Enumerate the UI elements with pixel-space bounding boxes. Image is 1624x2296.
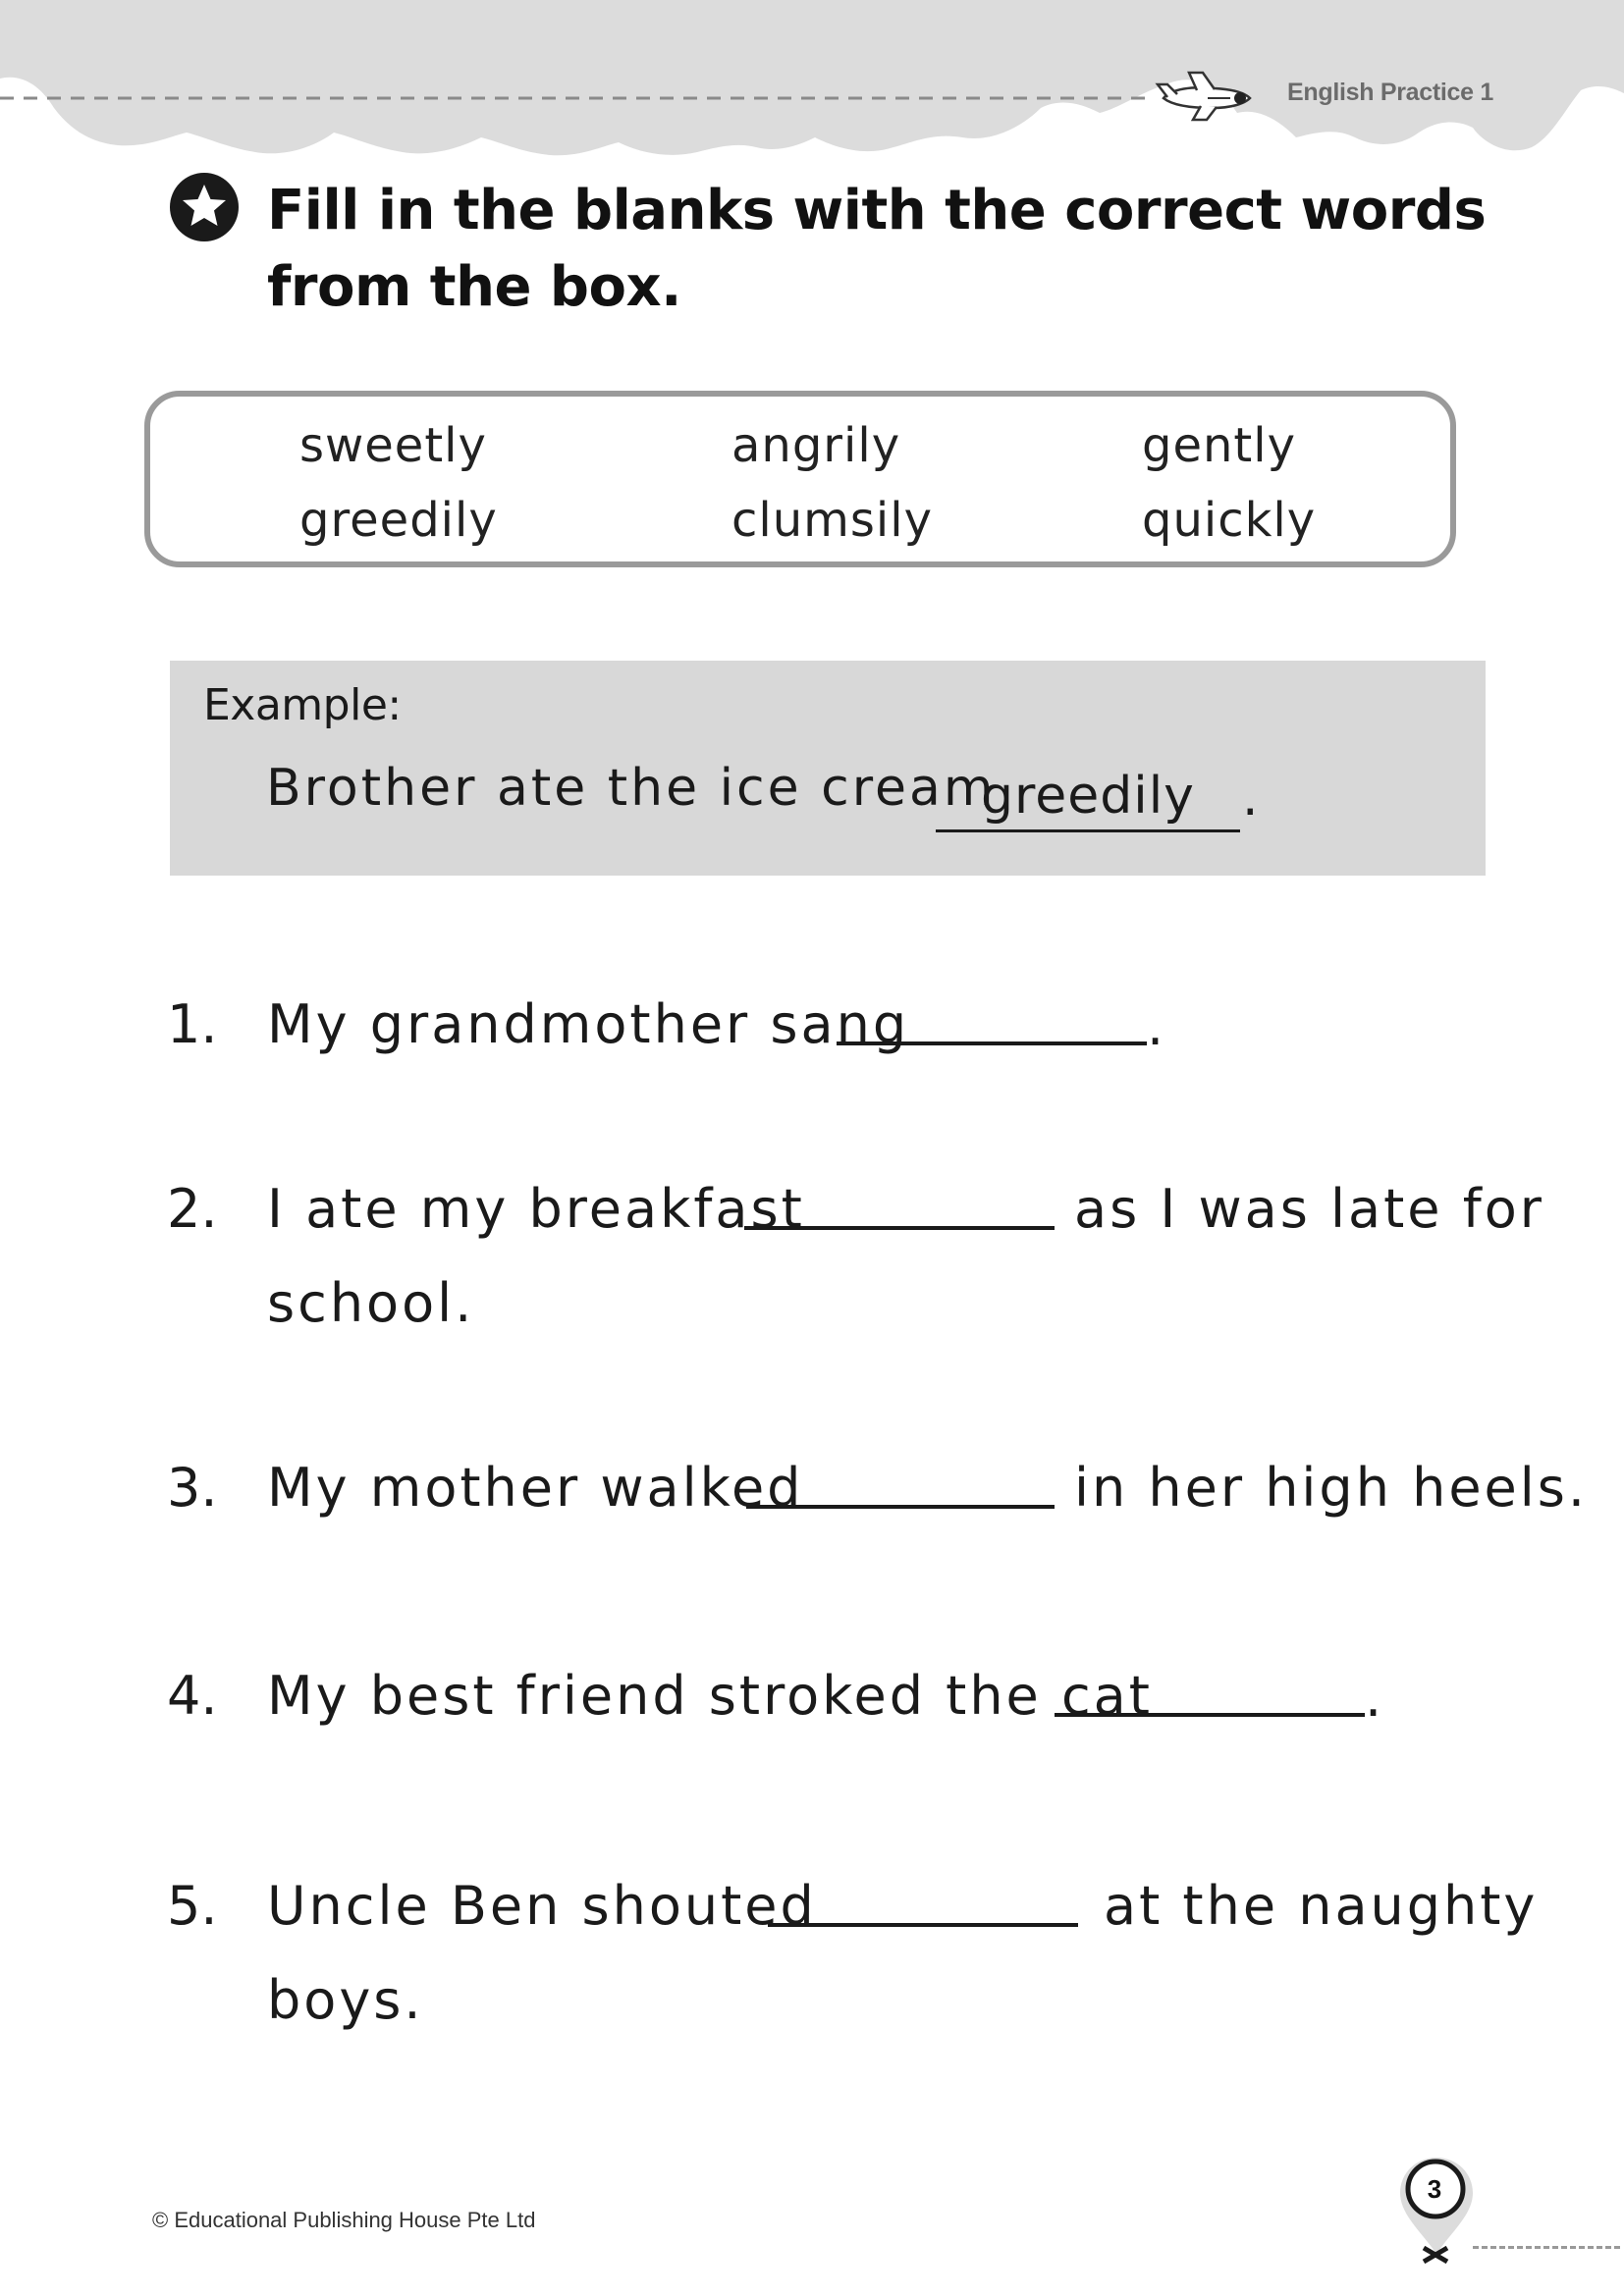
question-ending: . <box>1365 1667 1382 1729</box>
instruction-text: Fill in the blanks with the correct words from the box. <box>267 179 1487 319</box>
word-box <box>144 391 1456 567</box>
footer-dashed-line <box>1473 2246 1620 2249</box>
question-text-after: in her high heels. <box>1074 1457 1589 1519</box>
question-text: I ate my breakfast <box>267 1178 805 1240</box>
answer-blank[interactable] <box>746 1505 1055 1509</box>
word-option: angrily <box>731 418 901 473</box>
question-text: Uncle Ben shouted <box>267 1875 817 1937</box>
answer-blank[interactable] <box>837 1041 1147 1045</box>
question-number: 3. <box>167 1457 218 1519</box>
question-text-after: as I was late for <box>1074 1178 1544 1240</box>
answer-blank[interactable] <box>768 1923 1078 1927</box>
question-ending: . <box>1147 995 1164 1057</box>
example-answer-line <box>936 829 1240 832</box>
question-number: 1. <box>167 993 218 1055</box>
word-option: gently <box>1142 418 1296 473</box>
header-title: English Practice 1 <box>1287 79 1493 106</box>
map-pin-icon <box>1392 2152 1481 2265</box>
question-text: My grandmother sang <box>267 993 910 1055</box>
copyright-notice: © Educational Publishing House Pte Ltd <box>152 2208 536 2232</box>
example-answer: greedily <box>981 767 1195 826</box>
airplane-icon <box>1154 65 1262 124</box>
question-number: 2. <box>167 1178 218 1240</box>
word-option: quickly <box>1142 493 1317 548</box>
question-text-after: at the naughty <box>1104 1875 1539 1937</box>
example-period: . <box>1242 769 1259 828</box>
question-text: My best friend stroked the cat <box>267 1665 1153 1727</box>
example-box <box>170 661 1486 876</box>
star-icon <box>168 171 241 243</box>
question-text-continued: boys. <box>267 1969 424 2031</box>
answer-blank[interactable] <box>744 1226 1055 1230</box>
question-text-continued: school. <box>267 1272 475 1334</box>
page-number: 3 <box>1427 2174 1442 2204</box>
question-text: My mother walked <box>267 1457 804 1519</box>
word-option: greedily <box>299 493 498 548</box>
word-option: clumsily <box>731 493 933 548</box>
question-number: 4. <box>167 1665 218 1727</box>
word-option: sweetly <box>299 418 487 473</box>
example-label: Example: <box>203 680 402 730</box>
question-number: 5. <box>167 1875 218 1937</box>
example-sentence: Brother ate the ice cream <box>266 759 997 818</box>
answer-blank[interactable] <box>1055 1713 1365 1717</box>
